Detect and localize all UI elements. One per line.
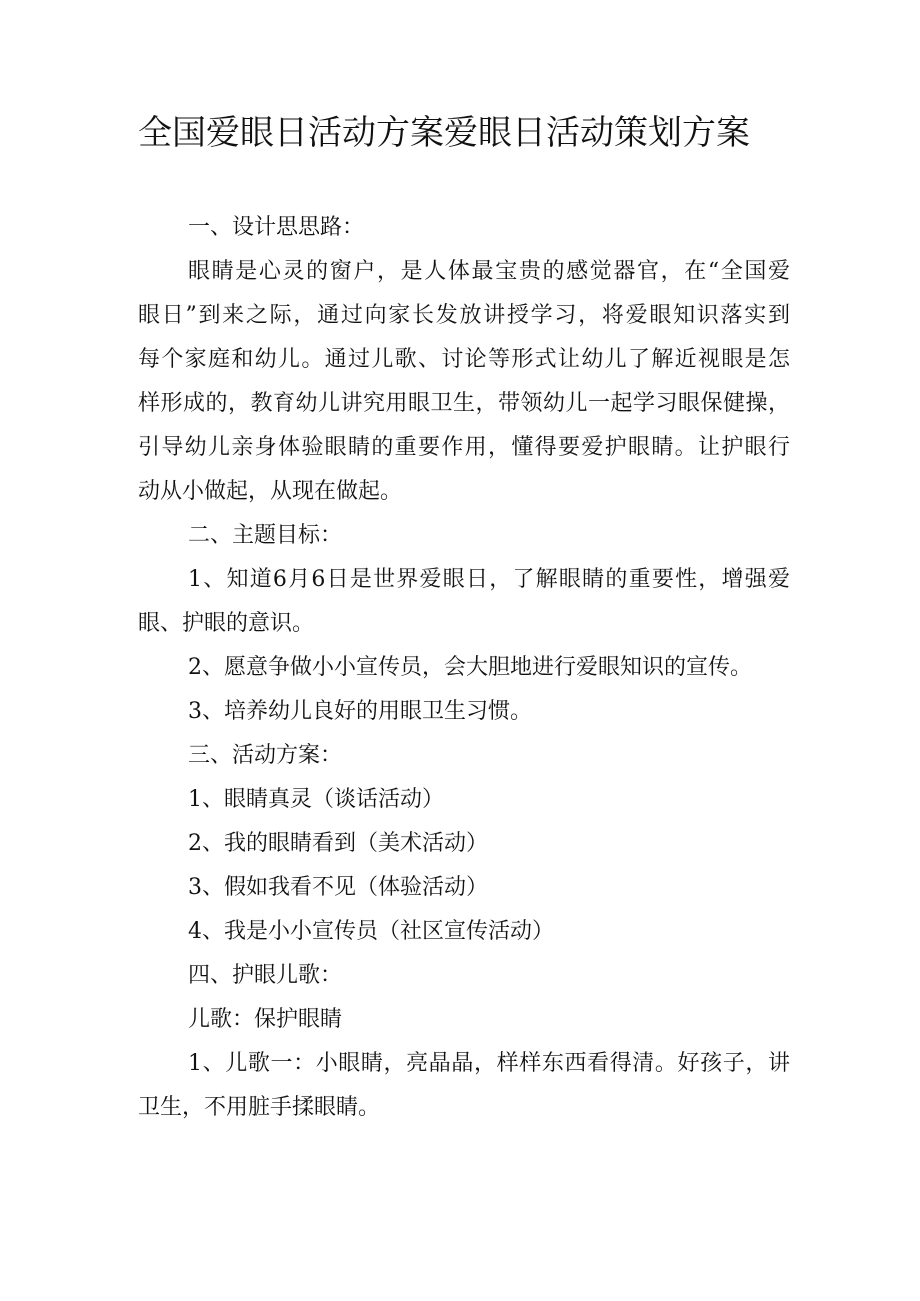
design-paragraph-line: 眼睛是心灵的窗户，是人体最宝贵的感觉器官，在“全国爱	[188, 259, 790, 284]
section-heading-design: 一、设计思思路：	[188, 215, 365, 240]
goal-item-2: 2、愿意争做小小宣传员，会大胆地进行爱眼知识的宣传。	[188, 655, 752, 680]
goal-item-1	[138, 558, 790, 646]
song-title: 儿歌：保护眼睛	[188, 1007, 343, 1032]
song-item-1	[138, 1042, 790, 1130]
design-paragraph-line: 引导幼儿亲身体验眼睛的重要作用，懂得要爱护眼睛。让护眼行	[138, 435, 790, 460]
section-heading-song: 四、护眼儿歌：	[188, 963, 343, 988]
plan-item-2: 2、我的眼睛看到（美术活动）	[188, 831, 488, 856]
song-item-line: 卫生，不用脏手揉眼睛。	[138, 1095, 381, 1120]
plan-item-3: 3、假如我看不见（体验活动）	[188, 875, 488, 900]
design-paragraph	[138, 250, 790, 514]
document-title: 全国爱眼日活动方案爱眼日活动策划方案	[138, 113, 750, 153]
goal-item-line: 眼、护眼的意识。	[138, 611, 315, 636]
goal-item-3: 3、培养幼儿良好的用眼卫生习惯。	[188, 699, 532, 724]
design-paragraph-line: 每个家庭和幼儿。通过儿歌、讨论等形式让幼儿了解近视眼是怎	[138, 347, 790, 372]
design-paragraph-line: 动从小做起，从现在做起。	[138, 479, 403, 504]
design-paragraph-line: 样形成的，教育幼儿讲究用眼卫生，带领幼儿一起学习眼保健操，	[138, 391, 790, 416]
plan-item-4: 4、我是小小宣传员（社区宣传活动）	[188, 919, 554, 944]
song-item-line: 1、儿歌一：小眼睛，亮晶晶，样样东西看得清。好孩子，讲	[188, 1051, 790, 1076]
document-body	[138, 206, 790, 1130]
design-paragraph-line: 眼日”到来之际，通过向家长发放讲授学习，将爱眼知识落实到	[138, 303, 790, 328]
section-heading-goals: 二、主题目标：	[188, 523, 343, 548]
goal-item-line: 1、知道6月6日是世界爱眼日，了解眼睛的重要性，增强爱	[188, 567, 790, 592]
section-heading-plan: 三、活动方案：	[188, 743, 343, 768]
plan-item-1: 1、眼睛真灵（谈话活动）	[188, 787, 444, 812]
